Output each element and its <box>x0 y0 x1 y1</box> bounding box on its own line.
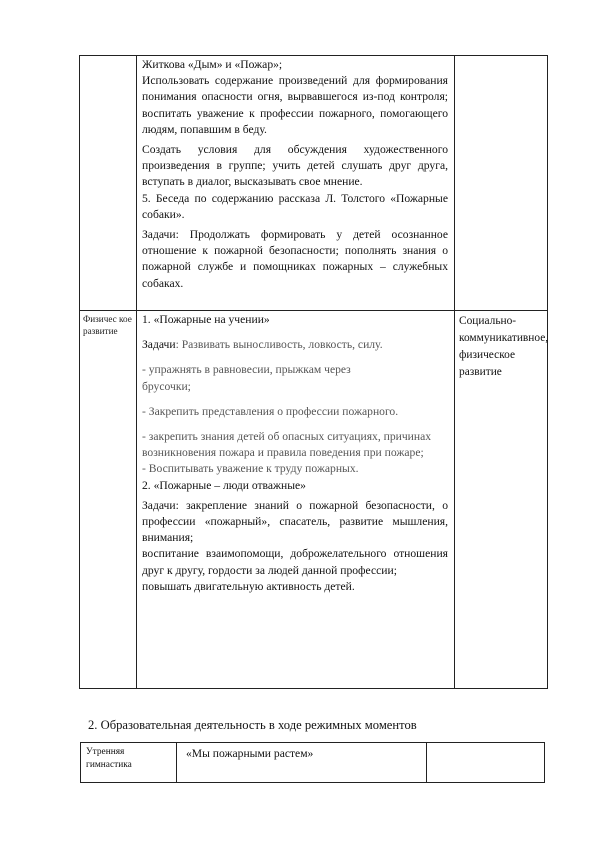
educational-area-label: Физичес кое развитие <box>83 314 132 336</box>
table-row <box>80 56 548 311</box>
lesson-plan-table <box>79 55 548 689</box>
content-cell <box>137 311 455 689</box>
task-item: - Воспитывать уважение к труду пожарных. <box>142 462 359 476</box>
activity-title: 2. «Пожарные – люди отважные» <box>142 478 306 492</box>
text-paragraph: повышать двигательную активность детей. <box>142 579 355 593</box>
tasks-line <box>142 337 448 353</box>
routine-table <box>80 742 545 783</box>
routine-moment-label: Утренняя гимнастика <box>86 747 132 770</box>
routine-content-text: «Мы пожарными растем» <box>186 747 314 760</box>
text-paragraph: Создать условия для обсуждения художественного произведения в группе; учить детей слушать друг друга, вступать в диалог, высказывать свое мнение. <box>142 143 448 189</box>
text-paragraph: Использовать содержание произведений для формирования понимания опасности огня, вырвавшегося из-под контроля; воспитать уважение к профессии пожарного, помогающего людям, попавшим в беду. <box>142 74 448 136</box>
routine-content-cell <box>177 743 427 783</box>
text-paragraph: воспитание взаимопомощи, доброжелательного отношения друг к другу, гордости за людей данной профессии; <box>142 547 448 577</box>
table-row <box>81 743 545 783</box>
integration-cell <box>455 56 548 311</box>
table-row <box>80 311 548 689</box>
task-item: - закрепить знания детей об опасных ситуациях, причинах возникновения пожара и правила поведения при пожаре; <box>142 430 432 460</box>
text-paragraph: 5. Беседа по содержанию рассказа Л. Толстого «Пожарные собаки». <box>142 191 448 221</box>
text-paragraph: Задачи: Продолжать формировать у детей осознанное отношение к пожарной безопасности; пополнять знания о пожарной службе и помощниках пожарных – служебных собаках. <box>142 228 448 290</box>
activity-title: 1. «Пожарные на учении» <box>142 313 270 326</box>
area-cell <box>80 311 137 689</box>
routine-extra-cell <box>427 743 545 783</box>
routine-moment-cell <box>81 743 177 783</box>
tasks-label: Задачи <box>142 338 176 352</box>
task-item: - упражнять в равновесии, прыжкам через брусочки; <box>142 363 351 393</box>
integration-areas-label: Социально-коммуникативное, физическое развитие <box>459 315 549 378</box>
tasks-text: : Развивать выносливость, ловкость, силу. <box>175 338 383 352</box>
section-title: 2. Образовательная деятельность в ходе режимных моментов <box>88 718 417 732</box>
area-cell <box>80 56 137 311</box>
task-item: - Закрепить представления о профессии пожарного. <box>142 404 399 418</box>
text-paragraph: Житкова «Дым» и «Пожар»; <box>142 58 283 71</box>
text-paragraph: Задачи: закрепление знаний о пожарной безопасности, о профессии «пожарный», спасатель, развитие мышления, внимания; <box>142 498 448 545</box>
content-cell <box>137 56 455 311</box>
integration-cell <box>455 311 548 689</box>
